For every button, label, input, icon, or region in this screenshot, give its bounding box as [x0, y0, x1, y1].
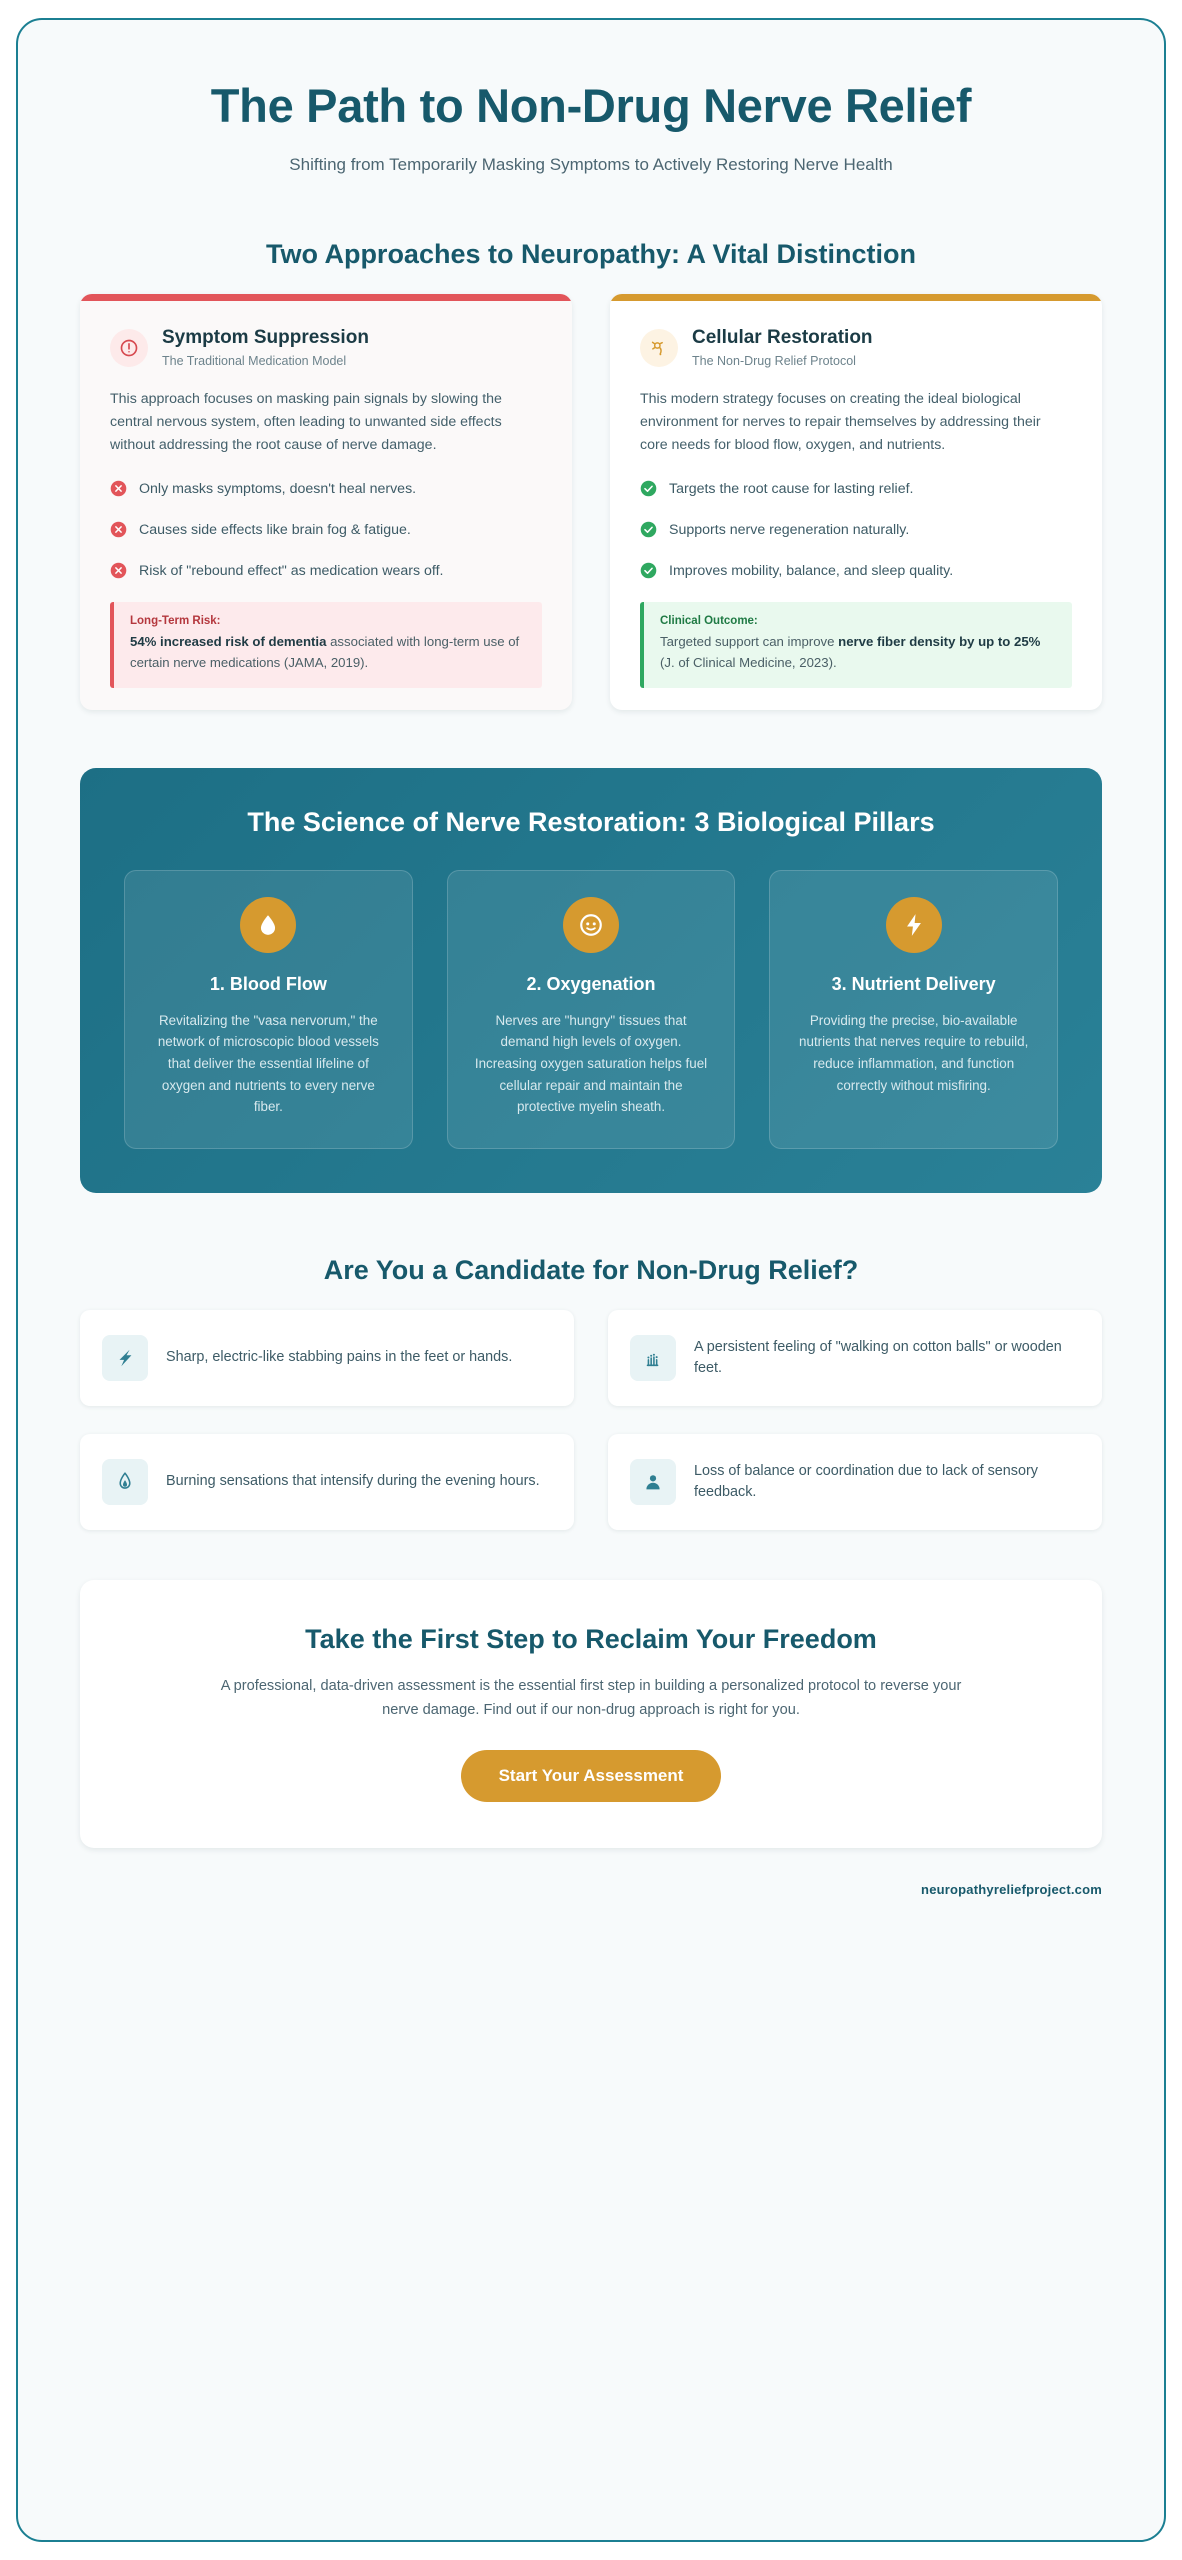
list-item-text: Causes side effects like brain fog & fatigue. [139, 521, 411, 538]
science-panel [80, 768, 1102, 1193]
card-subtitle: The Non-Drug Relief Protocol [692, 353, 856, 368]
callout-text [660, 632, 1056, 673]
card-bullet-list [110, 479, 542, 587]
candidate-grid [80, 1310, 1102, 1530]
card-accent-bar [610, 294, 1102, 301]
pillar-blood-flow [124, 870, 413, 1149]
card-cellular-restoration [610, 294, 1102, 711]
pillar-title: 3. Nutrient Delivery [831, 974, 996, 995]
oxygen-molecule-icon [563, 897, 619, 953]
list-item [110, 520, 542, 545]
x-circle-icon [110, 562, 127, 586]
callout-pre: Targeted support can improve [660, 634, 839, 650]
blood-drop-icon [240, 897, 296, 953]
card-symptom-suppression [80, 294, 572, 711]
card-accent-bar [80, 294, 572, 301]
check-circle-icon [640, 562, 657, 586]
balance-person-icon [630, 1459, 676, 1505]
callout-clinical-outcome [640, 602, 1072, 688]
card-subtitle: The Traditional Medication Model [162, 353, 347, 368]
list-item-text: Supports nerve regeneration naturally. [669, 521, 910, 538]
x-circle-icon [110, 480, 127, 504]
list-item-text: Improves mobility, balance, and sleep quality. [669, 563, 954, 580]
approach-row [80, 294, 1102, 711]
cta-text: A professional, data-driven assessment is the essential first step in building a personalized protocol to reverse your nerve damage. Find out if our non-drug approach is right for you. [220, 1678, 962, 1718]
callout-rest: (J. of Clinical Medicine, 2023). [660, 654, 837, 670]
cta-panel [80, 1580, 1102, 1848]
check-circle-icon [640, 480, 657, 504]
card-title: Cellular Restoration [692, 326, 873, 348]
science-title: The Science of Nerve Restoration: 3 Biological Pillars [247, 807, 935, 838]
lightning-bolt-icon [886, 897, 942, 953]
callout-highlight: nerve fiber density by up to 25% [838, 634, 1041, 650]
pillar-nutrient-delivery [769, 870, 1058, 1149]
nerve-cell-icon [640, 329, 678, 367]
page-subtitle: Shifting from Temporarily Masking Symptoms to Actively Restoring Nerve Health [289, 154, 893, 174]
pillar-title: 2. Oxygenation [526, 974, 656, 995]
card-title: Symptom Suppression [162, 326, 369, 348]
footer-site: neuropathyreliefproject.com [921, 1882, 1102, 1898]
callout-long-term-risk [110, 602, 542, 688]
callout-label: Long-Term Risk: [130, 615, 221, 628]
callout-label: Clinical Outcome: [660, 615, 758, 628]
card-bullet-list [640, 479, 1072, 587]
candidate-item-text: Burning sensations that intensify during the evening hours. [166, 1473, 540, 1490]
pillars-row [124, 870, 1058, 1149]
list-item [110, 561, 542, 586]
card-description: This approach focuses on masking pain signals by slowing the central nervous system, often leading to unwanted side effects without addressing the root cause of nerve damage. [110, 390, 502, 453]
candidate-item-cotton-feet [608, 1310, 1102, 1406]
page-title: The Path to Non-Drug Nerve Relief [210, 79, 972, 132]
list-item-text: Targets the root cause for lasting relief. [669, 480, 914, 497]
candidate-item-burning [80, 1434, 574, 1530]
candidate-item-text: A persistent feeling of "walking on cotton balls" or wooden feet. [694, 1338, 1062, 1377]
pillar-oxygenation [447, 870, 736, 1149]
list-item [640, 520, 1072, 545]
check-circle-icon [640, 521, 657, 545]
candidate-item-text: Loss of balance or coordination due to lack of sensory feedback. [694, 1462, 1038, 1501]
candidate-item-electric-pain [80, 1310, 574, 1406]
cta-title: Take the First Step to Reclaim Your Freedom [305, 1624, 877, 1655]
pillar-text: Providing the precise, bio-available nutrients that nerves require to rebuild, reduce inflammation, and function correctly without misfiring. [799, 1012, 1029, 1093]
candidate-item-balance-loss [608, 1434, 1102, 1530]
card-description: This modern strategy focuses on creating the ideal biological environment for nerves to repair themselves by addressing their core needs for blood flow, oxygen, and nutrients. [640, 390, 1041, 453]
start-assessment-button[interactable]: Start Your Assessment [461, 1750, 722, 1802]
callout-text [130, 632, 526, 673]
list-item [640, 561, 1072, 586]
electric-pain-icon [102, 1335, 148, 1381]
x-circle-icon [110, 521, 127, 545]
pillar-title: 1. Blood Flow [209, 974, 327, 995]
list-item [110, 479, 542, 504]
list-item-text: Risk of "rebound effect" as medication wears off. [139, 563, 444, 580]
candidate-item-text: Sharp, electric-like stabbing pains in the feet or hands. [166, 1349, 513, 1366]
alert-circle-icon [110, 329, 148, 367]
list-item-text: Only masks symptoms, doesn't heal nerves. [139, 480, 417, 497]
burning-flame-icon [102, 1459, 148, 1505]
foot-numbness-icon [630, 1335, 676, 1381]
callout-rest: associated with long-term use of certain nerve medications (JAMA, 2019). [130, 634, 520, 670]
callout-highlight: 54% increased risk of dementia [130, 634, 327, 650]
list-item [640, 479, 1072, 504]
comparison-section-title: Two Approaches to Neuropathy: A Vital Distinction [265, 238, 917, 269]
card-header [110, 327, 542, 368]
candidate-section-title: Are You a Candidate for Non-Drug Relief? [323, 1255, 859, 1286]
pillar-text: Revitalizing the "vasa nervorum," the network of microscopic blood vessels that deliver the essential lifeline of oxygen and nutrients to every nerve fiber. [157, 1012, 379, 1115]
infographic-page [16, 18, 1166, 2542]
pillar-text: Nerves are "hungry" tissues that demand high levels of oxygen. Increasing oxygen saturation helps fuel cellular repair and maintain the protective myelin sheath. [474, 1012, 708, 1115]
card-header [640, 327, 1072, 368]
